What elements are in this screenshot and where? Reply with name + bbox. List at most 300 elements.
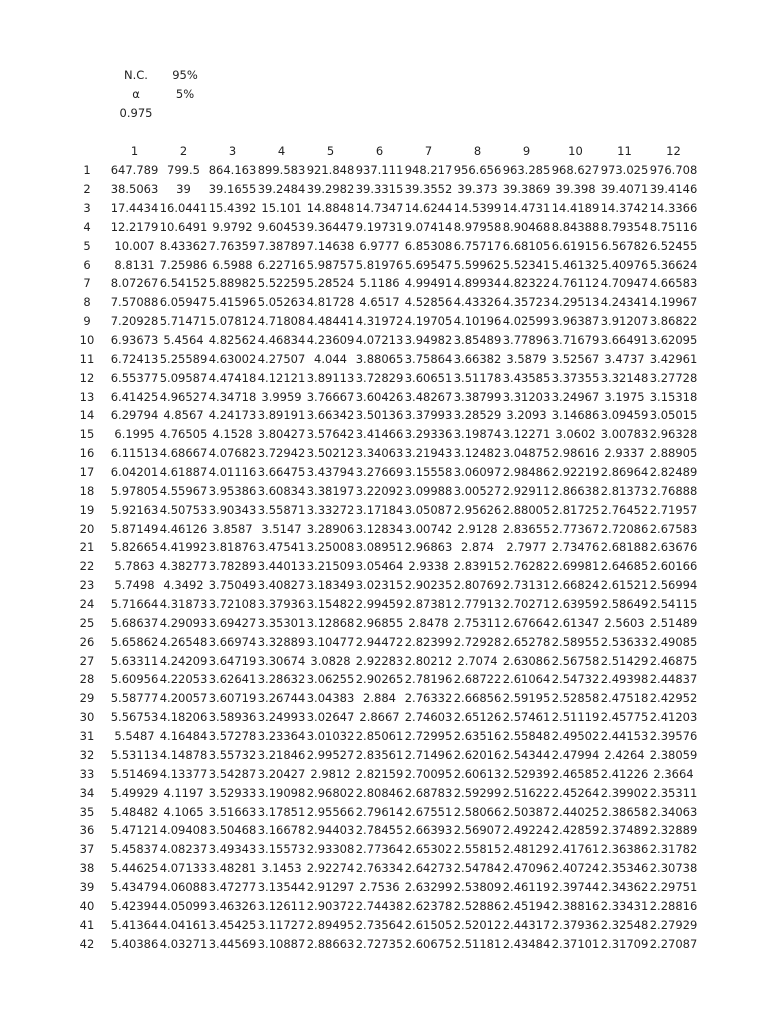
table-cell: 3.47541	[257, 540, 306, 555]
row-number: 5	[83, 238, 91, 253]
table-cell: 4.35723	[502, 295, 551, 310]
table-cell: 10.007	[114, 238, 155, 253]
table-cell: 3.85489	[453, 333, 502, 348]
table-cell: 2.92274	[306, 861, 355, 876]
table-cell: 3.28529	[453, 408, 502, 423]
row-number: 11	[79, 351, 95, 366]
table-cell: 3.29336	[404, 427, 453, 442]
table-cell: 6.54152	[159, 276, 208, 291]
table-row	[64, 708, 698, 727]
table-cell: 2.95566	[306, 804, 355, 819]
table-cell: 3.96387	[551, 314, 600, 329]
table-cell: 2.93308	[306, 842, 355, 857]
table-row	[64, 689, 698, 708]
row-number: 26	[79, 634, 95, 649]
table-cell: 2.46119	[502, 879, 551, 894]
table-cell: 3.15482	[306, 597, 355, 612]
table-cell: 2.69981	[551, 559, 600, 574]
table-cell: 973.025	[600, 163, 649, 178]
table-row	[64, 727, 698, 746]
table-cell: 2.32548	[600, 917, 649, 932]
table-cell: 4.29513	[551, 295, 600, 310]
table-cell: 2.62378	[404, 898, 453, 913]
table-cell: 3.02315	[355, 578, 404, 593]
table-cell: 3.48267	[404, 389, 453, 404]
table-cell: 6.11513	[110, 446, 159, 461]
table-cell: 2.86638	[551, 483, 600, 498]
table-cell: 2.66824	[551, 578, 600, 593]
table-cell: 3.21509	[306, 559, 355, 574]
table-cell: 4.12121	[257, 370, 306, 385]
table-cell: 3.60834	[257, 483, 306, 498]
table-row	[64, 444, 698, 463]
table-cell: 2.5603	[604, 615, 645, 630]
table-cell: 4.89934	[453, 276, 502, 291]
table-cell: 2.52012	[453, 917, 502, 932]
table-cell: 2.67583	[649, 521, 698, 536]
table-cell: 864.163	[208, 163, 257, 178]
table-cell: 4.50753	[159, 502, 208, 517]
table-cell: 3.12868	[306, 615, 355, 630]
table-cell: 4.03271	[159, 936, 208, 951]
table-cell: 2.45194	[502, 898, 551, 913]
column-header: 12	[666, 144, 681, 159]
table-cell: 7.25986	[159, 257, 208, 272]
table-cell: 2.56994	[649, 578, 698, 593]
table-cell: 3.38197	[306, 483, 355, 498]
table-cell: 3.16678	[257, 823, 306, 838]
table-cell: 4.55967	[159, 483, 208, 498]
table-cell: 2.68783	[404, 785, 453, 800]
column-header: 3	[228, 144, 237, 159]
table-cell: 2.66856	[453, 691, 502, 706]
table-row	[64, 293, 698, 312]
table-cell: 3.4737	[604, 351, 645, 366]
table-cell: 976.708	[649, 163, 698, 178]
table-cell: 7.14638	[306, 238, 355, 253]
row-number: 16	[79, 446, 95, 461]
table-cell: 2.36386	[600, 842, 649, 857]
table-cell: 2.94403	[306, 823, 355, 838]
table-cell: 2.70095	[404, 766, 453, 781]
table-cell: 2.61521	[600, 578, 649, 593]
table-cell: 3.06255	[306, 672, 355, 687]
table-cell: 2.56758	[551, 653, 600, 668]
table-cell: 4.13377	[159, 766, 208, 781]
table-cell: 3.60651	[404, 370, 453, 385]
table-cell: 3.88065	[355, 351, 404, 366]
table-cell: 2.70271	[502, 597, 551, 612]
table-cell: 6.55377	[110, 370, 159, 385]
table-cell: 2.32889	[649, 823, 698, 838]
table-cell: 3.32889	[257, 634, 306, 649]
table-cell: 2.27929	[649, 917, 698, 932]
table-cell: 2.7977	[506, 540, 547, 555]
table-cell: 2.49085	[649, 634, 698, 649]
table-cell: 3.78289	[208, 559, 257, 574]
table-cell: 2.61347	[551, 615, 600, 630]
table-cell: 7.76359	[208, 238, 257, 253]
table-cell: 3.00527	[453, 483, 502, 498]
table-cell: 3.1975	[604, 389, 645, 404]
table-row	[64, 236, 698, 255]
table-cell: 2.65302	[404, 842, 453, 857]
table-cell: 2.87381	[404, 597, 453, 612]
nc-label: N.C.	[124, 68, 148, 82]
table-cell: 4.10196	[453, 314, 502, 329]
table-cell: 3.57278	[208, 729, 257, 744]
table-cell: 2.44837	[649, 672, 698, 687]
table-cell: 2.63299	[404, 879, 453, 894]
row-number: 18	[79, 483, 95, 498]
table-cell: 3.25008	[306, 540, 355, 555]
table-row	[64, 670, 698, 689]
table-cell: 5.71471	[159, 314, 208, 329]
table-cell: 2.9338	[408, 559, 449, 574]
table-cell: 5.97805	[110, 483, 159, 498]
table-cell: 3.38799	[453, 389, 502, 404]
table-row	[64, 595, 698, 614]
table-cell: 4.06088	[159, 879, 208, 894]
row-number: 8	[83, 295, 91, 310]
table-cell: 3.62095	[649, 333, 698, 348]
table-cell: 3.66475	[257, 465, 306, 480]
table-cell: 5.56753	[110, 710, 159, 725]
table-cell: 2.49398	[600, 672, 649, 687]
table-cell: 2.874	[461, 540, 494, 555]
column-header: 10	[568, 144, 583, 159]
row-number: 10	[79, 333, 95, 348]
table-cell: 2.88005	[502, 502, 551, 517]
table-cell: 3.50136	[355, 408, 404, 423]
table-cell: 2.49502	[551, 729, 600, 744]
table-cell: 2.34063	[649, 804, 698, 819]
row-number: 38	[79, 861, 95, 876]
table-cell: 4.04161	[159, 917, 208, 932]
table-cell: 2.9128	[457, 521, 498, 536]
table-cell: 6.85308	[404, 238, 453, 253]
table-cell: 2.89495	[306, 917, 355, 932]
table-cell: 2.51622	[502, 785, 551, 800]
table-cell: 2.85061	[355, 729, 404, 744]
table-cell: 3.24967	[551, 389, 600, 404]
table-cell: 5.05263	[257, 295, 306, 310]
table-cell: 9.60453	[257, 219, 306, 234]
table-cell: 3.41466	[355, 427, 404, 442]
table-cell: 10.6491	[159, 219, 208, 234]
table-row	[64, 406, 698, 425]
table-row	[64, 783, 698, 802]
column-header: 6	[375, 144, 384, 159]
table-cell: 2.31782	[649, 842, 698, 857]
table-cell: 3.15318	[649, 389, 698, 404]
table-row	[64, 613, 698, 632]
row-number: 22	[79, 559, 95, 574]
table-cell: 5.28524	[306, 276, 355, 291]
table-cell: 16.0441	[159, 201, 208, 215]
table-cell: 6.04201	[110, 465, 159, 480]
table-cell: 2.4264	[604, 747, 645, 762]
table-row	[64, 199, 698, 218]
row-number: 24	[79, 597, 95, 612]
table-cell: 2.76282	[502, 559, 551, 574]
table-cell: 2.82399	[404, 634, 453, 649]
table-row	[64, 463, 698, 482]
table-cell: 3.12834	[355, 521, 404, 536]
table-cell: 3.72108	[208, 597, 257, 612]
quantile-value: 0.975	[119, 106, 153, 120]
table-cell: 4.96527	[159, 389, 208, 404]
table-cell: 38.5063	[110, 182, 159, 197]
table-cell: 4.63002	[208, 351, 257, 366]
table-cell: 4.29093	[159, 615, 208, 630]
table-cell: 3.02647	[306, 710, 355, 725]
table-cell: 2.92911	[502, 483, 551, 498]
table-row	[64, 557, 698, 576]
table-cell: 39.373	[457, 182, 498, 197]
table-cell: 2.73476	[551, 540, 600, 555]
table-cell: 2.45775	[600, 710, 649, 725]
table-cell: 39.3869	[502, 182, 551, 197]
parameter-block	[108, 66, 206, 123]
table-cell: 3.19098	[257, 785, 306, 800]
table-cell: 2.96863	[404, 540, 453, 555]
table-cell: 4.31873	[159, 597, 208, 612]
table-cell: 3.75864	[404, 351, 453, 366]
table-cell: 2.67551	[404, 804, 453, 819]
table-cell: 2.46585	[551, 766, 600, 781]
table-row	[64, 896, 698, 915]
table-cell: 2.81725	[551, 502, 600, 517]
table-cell: 921.848	[306, 163, 355, 178]
table-cell: 2.39576	[649, 729, 698, 744]
row-number: 37	[79, 842, 95, 857]
table-cell: 4.6517	[359, 295, 400, 310]
table-cell: 3.32148	[600, 370, 649, 385]
table-cell: 2.30738	[649, 861, 698, 876]
table-cell: 2.60613	[453, 766, 502, 781]
table-cell: 2.82489	[649, 465, 698, 480]
table-cell: 17.4434	[110, 201, 159, 215]
table-cell: 2.96802	[306, 785, 355, 800]
table-cell: 2.51429	[600, 653, 649, 668]
table-cell: 2.53633	[600, 634, 649, 649]
table-cell: 3.60426	[355, 389, 404, 404]
table-cell: 2.35311	[649, 785, 698, 800]
table-cell: 2.48129	[502, 842, 551, 857]
table-cell: 2.71957	[649, 502, 698, 517]
table-cell: 2.82159	[355, 766, 404, 781]
table-cell: 5.41364	[110, 917, 159, 932]
table-cell: 4.3492	[163, 578, 204, 593]
table-cell: 2.65278	[502, 634, 551, 649]
table-cell: 4.38277	[159, 559, 208, 574]
table-cell: 3.33272	[306, 502, 355, 517]
table-cell: 12.2179	[110, 219, 159, 234]
table-cell: 2.37101	[551, 936, 600, 951]
row-number: 21	[79, 540, 95, 555]
table-cell: 2.83561	[355, 747, 404, 762]
table-cell: 2.76888	[649, 483, 698, 498]
row-number: 27	[79, 653, 95, 668]
table-cell: 14.3742	[600, 201, 649, 215]
table-cell: 2.44317	[502, 917, 551, 932]
table-cell: 2.99459	[355, 597, 404, 612]
table-cell: 2.63959	[551, 597, 600, 612]
table-cell: 4.76505	[159, 427, 208, 442]
table-cell: 5.51469	[110, 766, 159, 781]
table-cell: 3.0602	[555, 427, 596, 442]
table-cell: 4.07682	[208, 446, 257, 461]
table-cell: 8.79354	[600, 219, 649, 234]
table-cell: 15.101	[261, 201, 302, 215]
confidence-row	[108, 66, 206, 85]
table-cell: 39.4071	[600, 182, 649, 197]
table-cell: 2.59195	[502, 691, 551, 706]
table-cell: 2.45264	[551, 785, 600, 800]
table-cell: 2.98616	[551, 446, 600, 461]
table-cell: 4.044	[314, 351, 347, 366]
table-cell: 4.47418	[208, 370, 257, 385]
table-cell: 8.43362	[159, 238, 208, 253]
table-cell: 3.34063	[355, 446, 404, 461]
table-row	[64, 387, 698, 406]
table-cell: 4.24173	[208, 408, 257, 423]
table-row	[64, 331, 698, 350]
table-cell: 3.28632	[257, 672, 306, 687]
table-cell: 2.72735	[355, 936, 404, 951]
table-cell: 2.81373	[600, 483, 649, 498]
table-cell: 2.35346	[600, 861, 649, 876]
table-cell: 2.88905	[649, 446, 698, 461]
column-header: 9	[522, 144, 531, 159]
table-cell: 5.48482	[110, 804, 159, 819]
table-cell: 14.5399	[453, 201, 502, 215]
table-cell: 2.92283	[355, 653, 404, 668]
table-row	[64, 632, 698, 651]
table-cell: 2.43484	[502, 936, 551, 951]
table-cell: 4.14878	[159, 747, 208, 762]
table-cell: 2.38816	[551, 898, 600, 913]
table-cell: 3.20427	[257, 766, 306, 781]
table-cell: 2.33431	[600, 898, 649, 913]
table-cell: 2.41226	[600, 766, 649, 781]
table-cell: 8.97958	[453, 219, 502, 234]
table-cell: 2.99527	[306, 747, 355, 762]
table-cell: 2.79614	[355, 804, 404, 819]
row-number: 36	[79, 823, 95, 838]
table-cell: 3.37993	[404, 408, 453, 423]
table-cell: 3.43585	[502, 370, 551, 385]
table-cell: 3.51178	[453, 370, 502, 385]
table-cell: 3.9959	[261, 389, 302, 404]
table-cell: 3.13544	[257, 879, 306, 894]
row-number: 25	[79, 615, 95, 630]
row-number: 34	[79, 785, 95, 800]
table-cell: 5.25589	[159, 351, 208, 366]
row-number: 20	[79, 521, 95, 536]
table-cell: 6.05947	[159, 295, 208, 310]
table-cell: 6.61915	[551, 238, 600, 253]
column-header: 4	[277, 144, 286, 159]
nc-value: 95%	[172, 68, 198, 82]
table-cell: 9.36447	[306, 219, 355, 234]
table-cell: 899.583	[257, 163, 306, 178]
table-cell: 3.46326	[208, 898, 257, 913]
table-cell: 3.00742	[404, 521, 453, 536]
table-cell: 2.74603	[404, 710, 453, 725]
table-cell: 2.54115	[649, 597, 698, 612]
table-cell: 2.54344	[502, 747, 551, 762]
table-cell: 3.81876	[208, 540, 257, 555]
table-cell: 4.07133	[159, 861, 208, 876]
table-cell: 2.44025	[551, 804, 600, 819]
table-cell: 3.27728	[649, 370, 698, 385]
table-cell: 3.09988	[404, 483, 453, 498]
table-cell: 3.69427	[208, 615, 257, 630]
table-cell: 14.3366	[649, 201, 698, 215]
table-cell: 2.42859	[551, 823, 600, 838]
table-cell: 5.98757	[306, 257, 355, 272]
table-cell: 2.63086	[502, 653, 551, 668]
table-cell: 3.94982	[404, 333, 453, 348]
table-row	[64, 180, 698, 199]
table-cell: 14.4189	[551, 201, 600, 215]
table-cell: 968.627	[551, 163, 600, 178]
table-cell: 3.72829	[355, 370, 404, 385]
table-cell: 3.58936	[208, 710, 257, 725]
table-cell: 39.1655	[208, 182, 257, 197]
table-cell: 3.95386	[208, 483, 257, 498]
row-number: 40	[79, 898, 95, 913]
table-cell: 7.57088	[110, 295, 159, 310]
table-cell: 2.8667	[359, 710, 400, 725]
row-number: 15	[79, 427, 95, 442]
table-cell: 2.27087	[649, 936, 698, 951]
table-cell: 2.62016	[453, 747, 502, 762]
table-cell: 2.90372	[306, 898, 355, 913]
table-cell: 4.61887	[159, 465, 208, 480]
table-cell: 2.52858	[551, 691, 600, 706]
row-number: 31	[79, 729, 95, 744]
table-cell: 2.41203	[649, 710, 698, 725]
table-cell: 2.71496	[404, 747, 453, 762]
table-cell: 14.8848	[306, 201, 355, 215]
table-cell: 2.64685	[600, 559, 649, 574]
table-cell: 5.60956	[110, 672, 159, 687]
table-cell: 8.75116	[649, 219, 698, 234]
table-cell: 3.2093	[506, 408, 547, 423]
table-cell: 9.19731	[355, 219, 404, 234]
table-cell: 4.31972	[355, 314, 404, 329]
table-cell: 963.285	[502, 163, 551, 178]
table-cell: 2.83915	[453, 559, 502, 574]
quantile-row	[108, 104, 206, 123]
row-number: 29	[79, 691, 95, 706]
table-cell: 3.12482	[453, 446, 502, 461]
table-cell: 4.19705	[404, 314, 453, 329]
table-cell: 3.04875	[502, 446, 551, 461]
table-cell: 2.58066	[453, 804, 502, 819]
table-cell: 4.26548	[159, 634, 208, 649]
table-cell: 3.76667	[306, 389, 355, 404]
table-cell: 6.29794	[110, 408, 159, 423]
table-cell: 3.90343	[208, 502, 257, 517]
table-row	[64, 915, 698, 934]
table-cell: 2.73131	[502, 578, 551, 593]
table-row	[64, 840, 698, 859]
table-cell: 4.18206	[159, 710, 208, 725]
